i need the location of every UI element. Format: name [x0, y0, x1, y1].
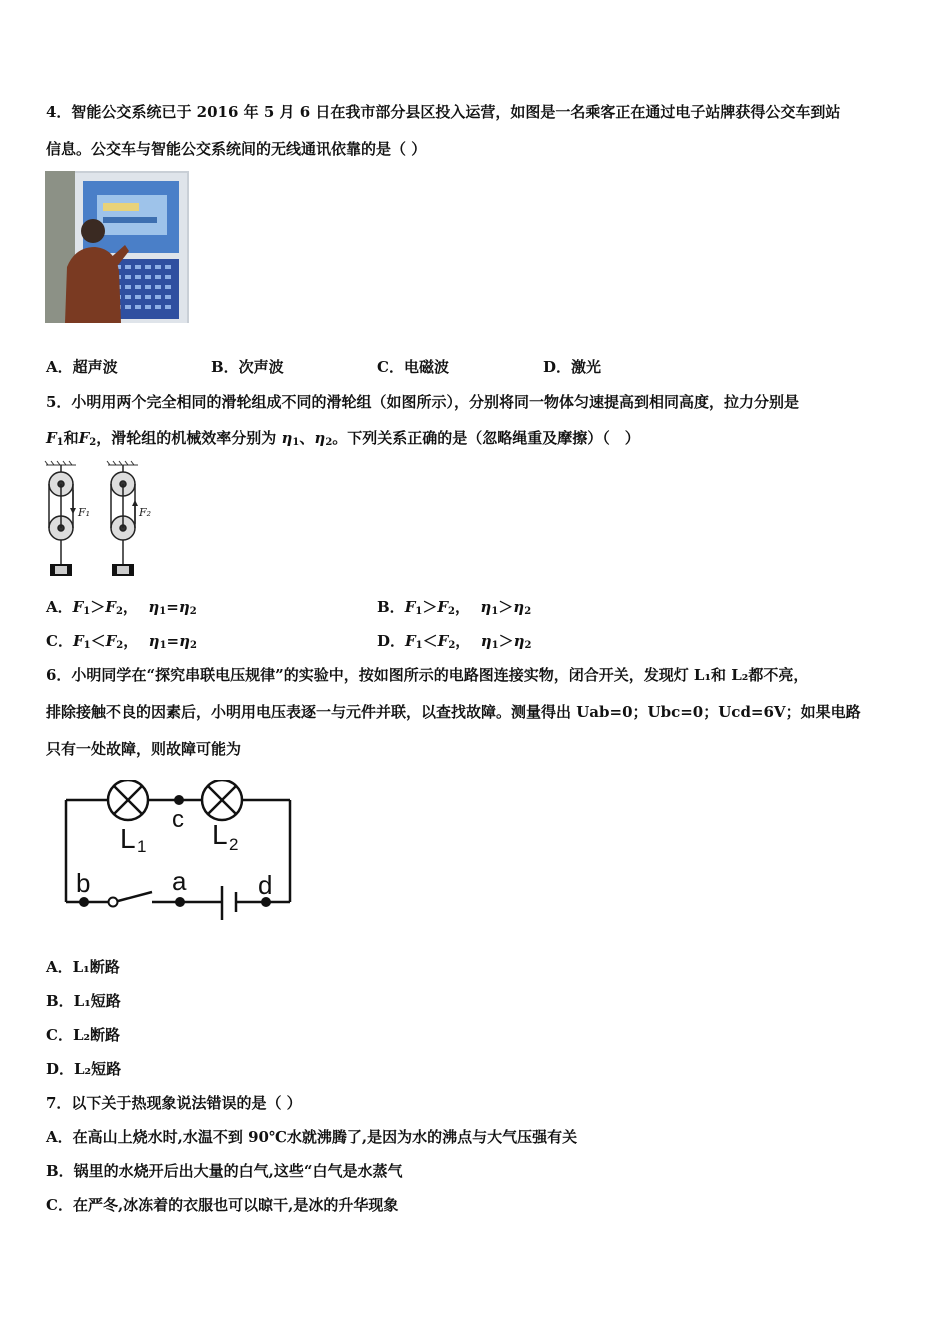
q6-line3: 只有一处故障，则故障可能为 [46, 740, 242, 758]
q6-option-a: A．L₁断路 [46, 958, 120, 976]
q7-line1: 7．以下关于热现象说法错误的是（ ） [46, 1094, 302, 1112]
q6-option-c: C．L₂断路 [46, 1026, 121, 1044]
pulley-diagram [40, 460, 160, 580]
q4-option-d: D．激光 [543, 358, 602, 376]
label-l1: L [120, 823, 136, 854]
label-b: b [76, 868, 91, 898]
node-c [174, 795, 184, 805]
label-l2-sub: 2 [229, 835, 239, 854]
node-b [79, 897, 89, 907]
f1-label: F₁ [78, 506, 91, 519]
circuit-diagram [60, 780, 300, 925]
node-a [175, 897, 185, 907]
label-l2: L [212, 819, 228, 850]
q6-line2: 排除接触不良的因素后，小明用电压表逐一与元件并联，以查找故障。测量得出 Uab=0；Ubc=0；Ucd=6V；如果电路 [46, 703, 861, 721]
label-d: d [258, 870, 273, 900]
q4-option-c: C．电磁波 [377, 358, 449, 376]
q4-line1: 4．智能公交系统已于 2016 年 5 月 6 日在我市部分县区投入运营，如图是一名乘客正在通过电子站牌获得公交车到站 [46, 103, 841, 121]
q7-option-c: C．在严冬,冰冻着的衣服也可以晾干,是冰的升华现象 [46, 1196, 399, 1214]
q4-option-b: B．次声波 [211, 358, 284, 376]
q7-option-b: B．锅里的水烧开后出大量的白气,这些“白气是水蒸气 [46, 1162, 403, 1180]
q5-option-b: B．$F_1>F_2$， $\eta_1>\eta_2$ [377, 598, 532, 617]
f2-label: F₂ [139, 506, 152, 519]
bus-stop-photo [45, 171, 189, 323]
q5-line2: $F_1$和$F_2$，滑轮组的机械效率分别为 $\eta_1$、$\eta_2$。下列关系正确的是（忽略绳重及摩擦）（ ） [46, 429, 640, 448]
q4-option-a: A．超声波 [46, 358, 118, 376]
q6-line1: 6．小明同学在“探究串联电压规律”的实验中，按如图所示的电路图连接实物，闭合开关，发现灯 L₁和 L₂都不亮， [46, 666, 809, 684]
q5-option-c: C．$F_1<F_2$， $\eta_1=\eta_2$ [46, 632, 197, 651]
q5-line1: 5．小明用两个完全相同的滑轮组成不同的滑轮组（如图所示），分别将同一物体匀速提高到相同高度，拉力分别是 [46, 393, 799, 411]
q7-option-a: A．在高山上烧水时,水温不到 90℃水就沸腾了,是因为水的沸点与大气压强有关 [46, 1128, 578, 1146]
q4-line2: 信息。公交车与智能公交系统间的无线通讯依靠的是（ ） [46, 140, 427, 158]
q6-option-d: D．L₂短路 [46, 1060, 122, 1078]
label-c: c [172, 806, 184, 833]
label-a: a [172, 866, 187, 896]
q5-option-a: A．$F_1>F_2$， $\eta_1=\eta_2$ [46, 598, 197, 617]
label-l1-sub: 1 [137, 837, 147, 856]
q6-option-b: B．L₁短路 [46, 992, 121, 1010]
q5-option-d: D．$F_1<F_2$， $\eta_1>\eta_2$ [377, 632, 532, 651]
